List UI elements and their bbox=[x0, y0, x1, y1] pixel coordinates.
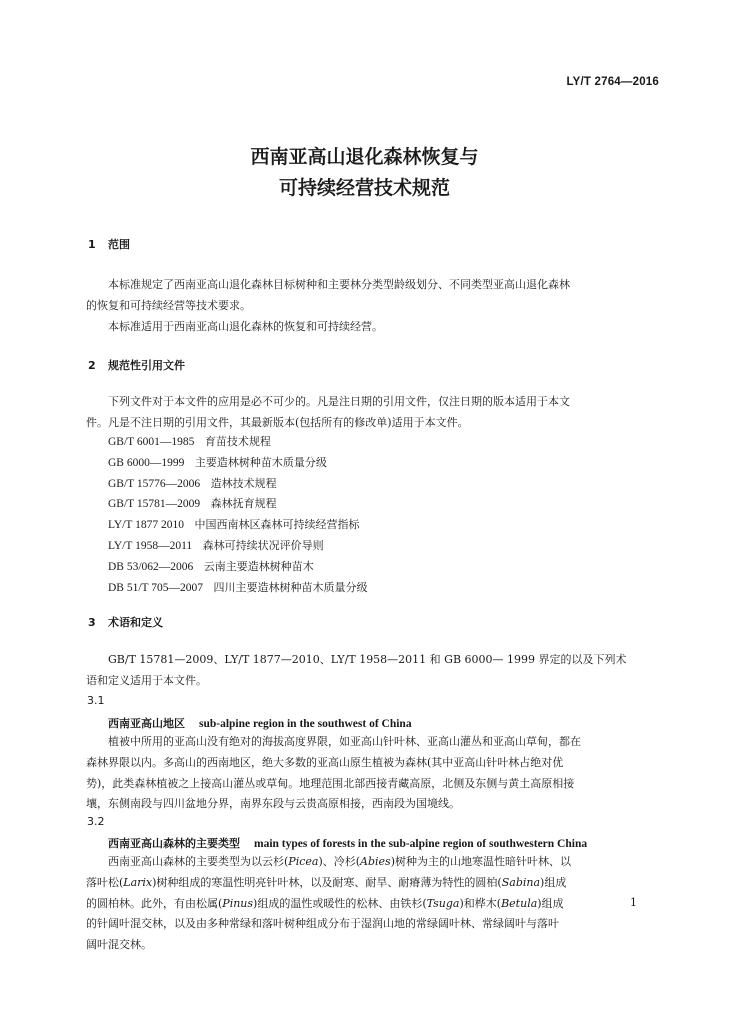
section-1-paragraph bbox=[86, 275, 659, 337]
reference-item: GB/T 6001—1985 育苗技术规程 bbox=[108, 435, 271, 448]
text-line: 植被中所用的亚高山没有绝对的海拔高度界限，如亚高山针叶林、亚高山灌丛和亚高山草甸，都在 bbox=[108, 735, 581, 748]
section-number: 3 bbox=[88, 616, 96, 629]
section-title: 规范性引用文件 bbox=[108, 359, 185, 372]
text-line: 件。凡是不注日期的引用文件，其最新版本(包括所有的修改单)适用于本文件。 bbox=[86, 415, 469, 429]
latin-name: Tsuga bbox=[426, 896, 460, 910]
section-number: 2 bbox=[88, 359, 96, 372]
latin-name: Betula bbox=[501, 896, 538, 910]
term-chinese: 西南亚高山地区 bbox=[108, 717, 185, 730]
section-2-paragraph bbox=[86, 392, 659, 434]
section-3-paragraph bbox=[86, 650, 659, 692]
text-line: 森林界限以内。多高山的西南地区，绝大多数的亚高山原生植被为森林(其中亚高山针叶林占绝对优 bbox=[86, 755, 564, 769]
reference-item: GB/T 15781—2009 森林抚育规程 bbox=[108, 497, 277, 511]
reference-item: LY/T 1958—2011 森林可持续状况评价导则 bbox=[108, 538, 324, 552]
text-line: 的针阔叶混交林，以及由多种常绿和落叶树种组成分布于湿润山地的常绿阔叶林、常绿阔叶与落叶 bbox=[86, 917, 559, 931]
section-title: 范围 bbox=[108, 238, 130, 251]
text-line: 本标准适用于西南亚高山退化森林的恢复和可持续经营。 bbox=[108, 319, 383, 333]
text-line: 下列文件对于本文件的应用是必不可少的。凡是注日期的引用文件，仅注日期的版本适用于本文 bbox=[108, 395, 570, 408]
subsection-3-2-number: 3.2 bbox=[87, 815, 105, 828]
section-3-heading bbox=[88, 614, 163, 630]
text-line: 阔叶混交林。 bbox=[86, 938, 152, 952]
latin-name: Sabina bbox=[501, 875, 541, 889]
page-number: 1 bbox=[630, 896, 637, 909]
term-3-2-definition: 西南亚高山森林的主要类型为以云杉(Picea)、冷杉(Abies)树种为主的山地寒温性暗针叶林、以 落叶松(Larix)树种组成的寒温性明亮针叶林，以及耐寒、耐旱、耐瘠薄为特性的圆柏(Sabina)组成 的圆柏林。此外，有由松属(Pinus)组成的温性或暖性的松林、由铁杉(Tsuga)和桦木(Betula)组成 的针阔叶混交林，以及由多种常绿和落叶树种组成分布于湿润山地的常绿阔叶林、常绿阔叶与落叶 阔叶混交林。 bbox=[86, 855, 572, 952]
reference-item: DB 53/062—2006 云南主要造林树种苗木 bbox=[108, 559, 314, 573]
standard-code: LY/T 2764—2016 bbox=[566, 76, 659, 88]
term-3-2 bbox=[108, 835, 587, 851]
term-3-1 bbox=[108, 715, 412, 731]
section-1-heading bbox=[88, 236, 130, 252]
latin-name: Pinus bbox=[222, 896, 254, 910]
text-line: 本标准规定了西南亚高山退化森林目标树种和主要林分类型龄级划分、不同类型亚高山退化森林 bbox=[108, 278, 570, 291]
section-number: 1 bbox=[88, 238, 96, 251]
text-line: 势)，此类森林植被之上接高山灌丛或草甸。地理范围北部西接青藏高原，北侧及东侧与黄土高原相接 bbox=[86, 776, 575, 790]
text-line: 的恢复和可持续经营等技术要求。 bbox=[86, 298, 251, 312]
section-2-heading bbox=[88, 357, 185, 373]
reference-item: DB 51/T 705—2007 四川主要造林树种苗木质量分级 bbox=[108, 580, 368, 594]
term-3-1-definition bbox=[86, 732, 659, 815]
latin-name: Larix bbox=[123, 875, 153, 889]
text-line: 壤，东侧南段与四川盆地分界，南界东段与云贵高原相接，西南段为国境线。 bbox=[86, 797, 460, 811]
text-line: GB/T 15781—2009、LY/T 1877—2010、LY/T 1958—2011 和 GB 6000— 1999 界定的以及下列术 bbox=[108, 653, 627, 666]
term-chinese: 西南亚高山森林的主要类型 bbox=[108, 837, 240, 850]
reference-item: GB/T 15776—2006 造林技术规程 bbox=[108, 476, 277, 490]
document-title bbox=[0, 142, 729, 204]
latin-name: Abies bbox=[360, 855, 391, 868]
reference-item: GB 6000—1999 主要造林树种苗木质量分级 bbox=[108, 455, 327, 469]
section-title: 术语和定义 bbox=[108, 616, 163, 629]
reference-item: LY/T 1877 2010 中国西南林区森林可持续经营指标 bbox=[108, 518, 360, 532]
latin-name: Picea bbox=[288, 855, 319, 868]
reference-list bbox=[108, 432, 368, 598]
title-line-1: 西南亚高山退化森林恢复与 bbox=[250, 146, 479, 168]
subsection-3-1-number: 3.1 bbox=[87, 694, 105, 707]
term-english: sub-alpine region in the southwest of China bbox=[199, 718, 412, 730]
title-line-2: 可持续经营技术规范 bbox=[278, 177, 450, 199]
text-line: 语和定义适用于本文件。 bbox=[86, 673, 207, 687]
term-english: main types of forests in the sub-alpine region of southwestern China bbox=[254, 838, 588, 850]
